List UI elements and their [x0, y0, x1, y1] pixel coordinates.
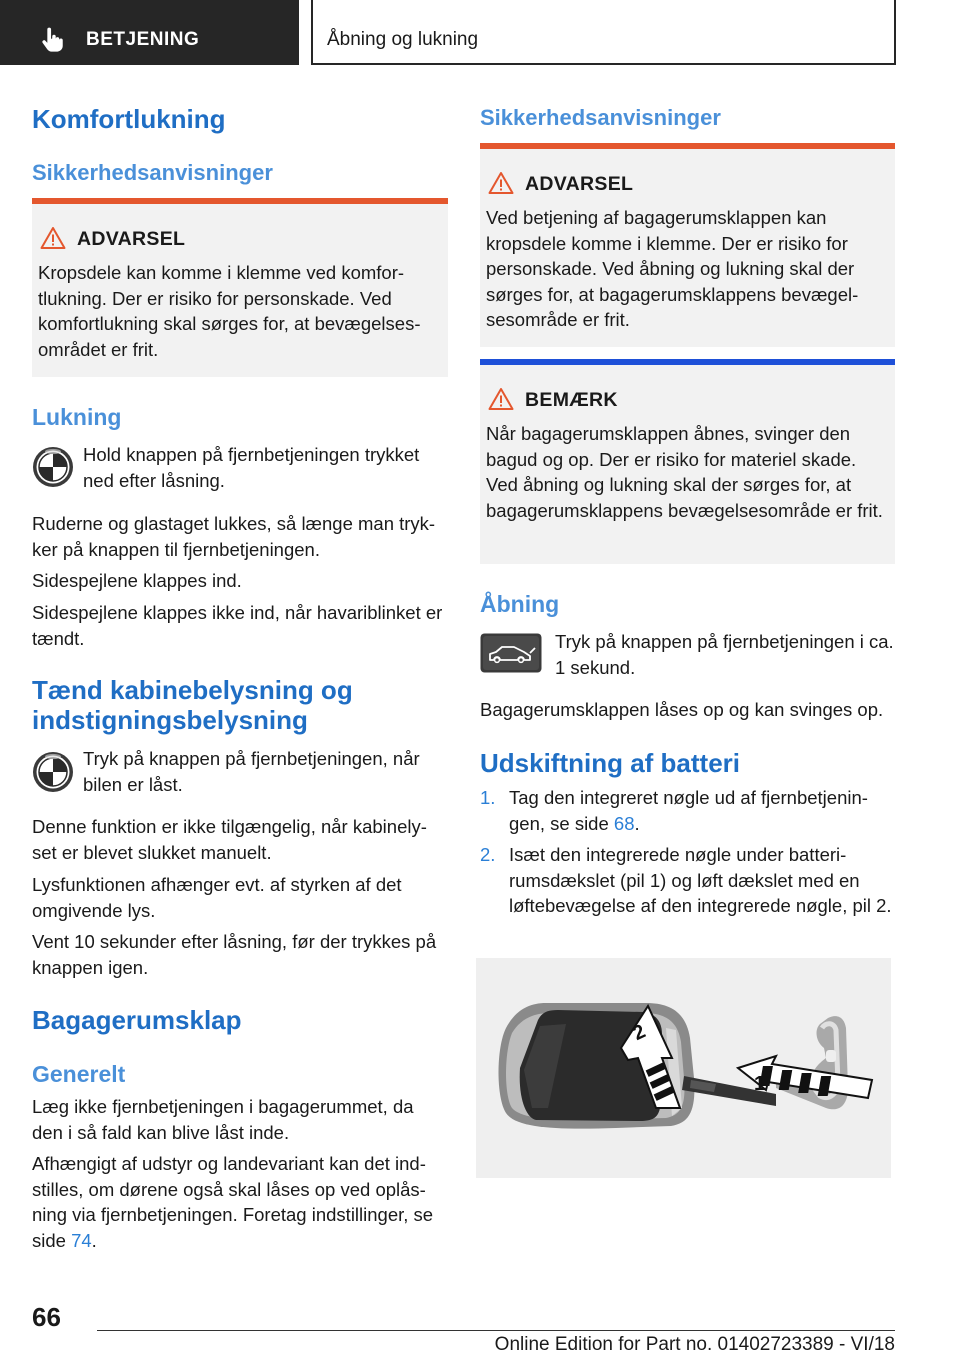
kabine-p1: Denne funktion er ikke tilgængelig, når kabinely-set er blevet slukket manuelt. — [32, 816, 427, 863]
lukning-p3: Sidespejlene klappes ikke ind, når havariblinket er tændt. — [32, 602, 443, 649]
page-link-68[interactable]: 68 — [613, 812, 635, 834]
warning-text: Kropsdele kan komme i klemme ved komfor-tlukning. Der er risiko for personskade. Ved komfortlukning skal sørges for, at bevægelses-området er frit. — [38, 262, 421, 360]
lukning-p2: Sidespejlene klappes ind. — [32, 570, 242, 591]
trunk-button-icon — [480, 633, 542, 673]
heading-lukning: Lukning — [32, 404, 122, 430]
kabine-icon-text: Tryk på knappen på fjernbetjeningen, når bilen er låst. — [83, 748, 420, 795]
chapter-header — [311, 0, 896, 65]
heading-kabinebelysning: Tænd kabinebelysning og indstigningsbelysning — [32, 675, 353, 735]
key-battery-figure — [476, 958, 891, 1178]
bmw-key-button-icon — [32, 446, 74, 488]
subheading-safety-right: Sikkerhedsanvisninger — [480, 105, 721, 130]
kabine-p2: Lysfunktionen afhænger evt. af styrken af det omgivende lys. — [32, 874, 402, 921]
footer-divider — [97, 1330, 895, 1331]
note-label: BEMÆRK — [525, 389, 618, 411]
warning-label: ADVARSEL — [77, 228, 186, 250]
lukning-p1: Ruderne og glastaget lukkes, så længe man tryk-ker på knappen til fjernbetjeningen. — [32, 513, 436, 560]
arrow-1-label: 1 — [754, 1073, 766, 1095]
hand-pointer-icon — [38, 26, 66, 54]
warning-triangle-icon — [488, 171, 514, 195]
step-1-end: . — [634, 812, 640, 834]
step-1-text — [509, 785, 894, 836]
note-box-trunk — [480, 359, 895, 564]
warning-box-trunk — [480, 143, 895, 347]
subheading-generelt: Generelt — [32, 1061, 126, 1087]
bmw-key-button-icon — [32, 751, 74, 793]
warning-box-comfort — [32, 198, 448, 377]
heading-komfortlukning: Komfortlukning — [32, 104, 226, 134]
warning-triangle-icon — [40, 226, 66, 250]
key-illustration — [476, 958, 891, 1178]
step-1-body: Tag den integreret nøgle ud af fjernbetjenin-gen, se side — [509, 787, 868, 834]
heading-bagagerumsklap: Bagagerumsklap — [32, 1005, 242, 1035]
note-text: Når bagagerumsklappen åbnes, svinger den bagud og op. Der er risiko for materiel skade. Ved åbning og lukning skal der sørges for, at bagagerumsklappens bevægelsesområde er frit. — [486, 423, 883, 521]
page-number: 66 — [32, 1302, 61, 1332]
bagage-p1: Læg ikke fjernbetjeningen i bagagerummet, da den i så fald kan blive låst inde. — [32, 1096, 414, 1143]
aabning-icon-text: Tryk på knappen på fjernbetjeningen i ca. 1 sekund. — [555, 631, 894, 678]
step-number: 1. — [480, 787, 496, 808]
page-link-74[interactable]: 74 — [71, 1229, 92, 1251]
warning-triangle-icon — [488, 387, 514, 411]
arrow-2-label: 2 — [629, 1020, 649, 1046]
step-2-text: Isæt den integrerede nøgle under batteri-rumsdækslet (pil 1) og løft dækslet med en løftebevægelse af den integrerede nøgle, pil 2. — [509, 844, 892, 916]
warning-label: ADVARSEL — [525, 173, 634, 195]
section-title: BETJENING — [86, 29, 200, 50]
footer-edition: Online Edition for Part no. 01402723389 - VI/18 — [494, 1334, 895, 1355]
bagage-p2-text: Afhængigt af udstyr og landevariant kan det ind-stilles, om dørene også skal låses op ved oplås-ning via fjernbetjeningen. Foretag indstillinger, se side — [32, 1153, 434, 1251]
warning-text: Ved betjening af bagagerumsklappen kan kropsdele komme i klemme. Der er risiko for personskade. Ved åbning og lukning skal der sørges for, at bagagerumsklappens bevægel-sesområde er frit. — [486, 207, 859, 330]
subheading-safety-left: Sikkerhedsanvisninger — [32, 160, 273, 185]
section-header — [0, 0, 299, 65]
bagage-p2 — [32, 1151, 450, 1253]
heading-aabning: Åbning — [480, 591, 560, 617]
lukning-icon-text: Hold knappen på fjernbetjeningen trykket ned efter låsning. — [83, 444, 420, 491]
aabning-p1: Bagagerumsklappen låses op og kan svinges op. — [480, 699, 884, 720]
bagage-p2-end: . — [91, 1229, 97, 1251]
chapter-title: Åbning og lukning — [327, 29, 479, 50]
kabine-p3: Vent 10 sekunder efter låsning, før der trykkes på knappen igen. — [32, 931, 437, 978]
step-number: 2. — [480, 844, 496, 865]
heading-batteri: Udskiftning af batteri — [480, 748, 741, 778]
